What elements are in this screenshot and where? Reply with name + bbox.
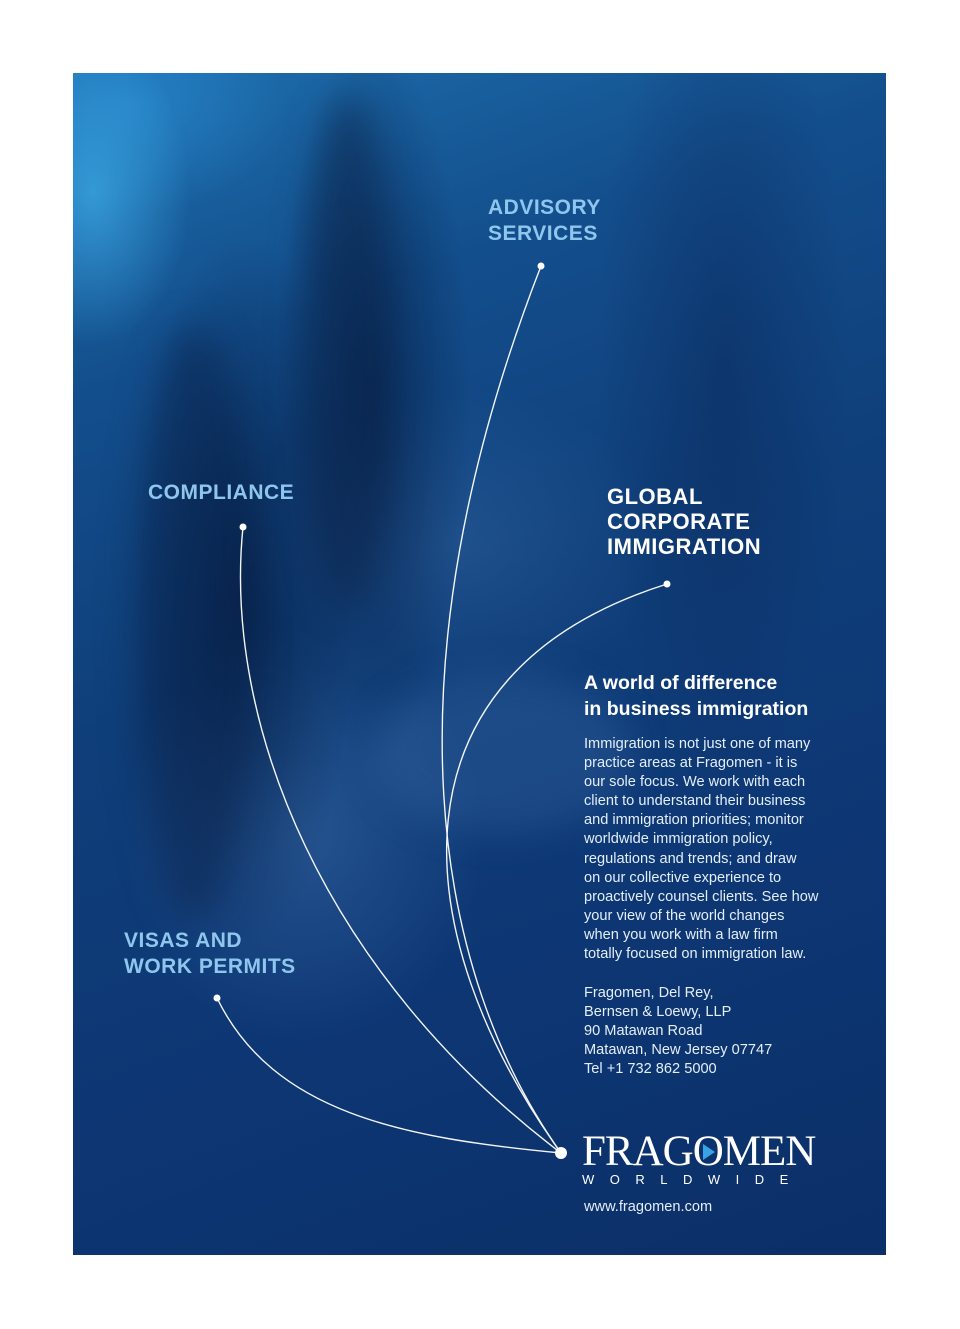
body-line: regulations and trends; and draw (584, 850, 797, 867)
label-compliance: COMPLIANCE (148, 481, 295, 504)
node-global (664, 581, 671, 588)
logo-o-play-icon: O (692, 1128, 723, 1175)
website-link[interactable]: www.fragomen.com (584, 1199, 713, 1215)
connector-compliance (241, 527, 561, 1153)
label-visas-work-permits: VISAS AND WORK PERMITS (124, 929, 296, 978)
body-line: when you work with a law firm (584, 926, 778, 943)
connector-advisory (442, 266, 561, 1153)
play-icon (703, 1144, 715, 1160)
address-line: 90 Matawan Road (584, 1023, 703, 1040)
body-line: our sole focus. We work with each (584, 774, 806, 791)
address-line: Tel +1 732 862 5000 (584, 1061, 717, 1078)
advertisement (73, 73, 886, 1255)
address-block (584, 984, 874, 1079)
node-compliance (240, 524, 247, 531)
node-visas (214, 995, 221, 1002)
body-line: worldwide immigration policy, (584, 831, 773, 848)
label-advisory-services: ADVISORY SERVICES (488, 196, 601, 245)
body-line: and immigration priorities; monitor (584, 812, 804, 829)
body-line: your view of the world changes (584, 907, 785, 924)
body-copy (584, 735, 874, 964)
body-line: practice areas at Fragomen - it is (584, 755, 798, 772)
connector-visas (217, 998, 561, 1153)
address-line: Matawan, New Jersey 07747 (584, 1042, 773, 1059)
address-line: Bernsen & Loewy, LLP (584, 1004, 732, 1021)
node-advisory (538, 263, 545, 270)
body-line: on our collective experience to (584, 869, 782, 886)
body-line: totally focused on immigration law. (584, 946, 807, 963)
fragomen-logo (582, 1130, 842, 1187)
body-line: client to understand their business (584, 793, 806, 810)
logo-subtitle: WORLDWIDE (582, 1172, 804, 1187)
headline: A world of difference in business immigration (584, 672, 809, 720)
address-line: Fragomen, Del Rey, (584, 985, 714, 1001)
label-global-corporate-immigration: GLOBAL CORPORATE IMMIGRATION (607, 484, 762, 559)
logo-word-start: FRAG (582, 1128, 693, 1175)
body-line: proactively counsel clients. See how (584, 888, 819, 905)
logo-word-end: MEN (722, 1128, 816, 1175)
logo-wordmark (582, 1130, 842, 1174)
node-origin (555, 1147, 567, 1159)
body-line: Immigration is not just one of many (584, 736, 811, 752)
